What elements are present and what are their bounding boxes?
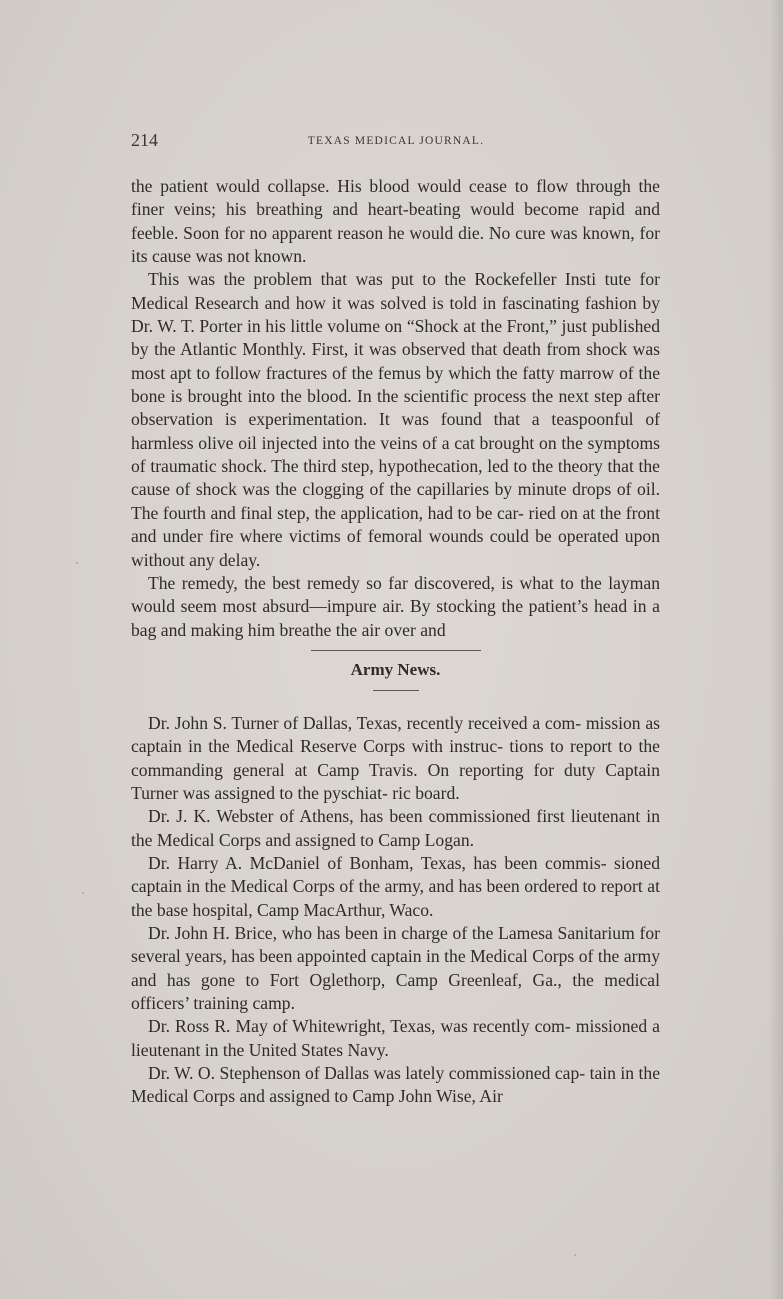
body-text bbox=[131, 175, 660, 1109]
paragraph: The remedy, the best remedy so far discovered, is what to the layman would seem most absurd—impure air. By stocking the patient’s head in a bag and making him breathe the air over and bbox=[131, 572, 660, 640]
paragraph: This was the problem that was put to the Rockefeller Insti tute for Medical Research and how it was solved is told in fascinating fashion by Dr. W. T. Porter in his little volume on “Shock at the Front,” just published by the Atlantic Monthly. First, it was observed that death from shock was most apt to follow fractures of the femus by which the fatty marrow of the bone is brought into the blood. In the scientific process the next step after observation is experimentation. It was found that a teaspoonful of harmless olive oil injected into the veins of a cat brought on the symptoms of traumatic shock. The third step, hypothecation, led to the theory that the cause of shock was the clogging of the capillaries by minute drops of oil. The fourth and final step, the application, had to be car- ried on at the front and under fire where victims of femoral wounds could be operated upon without any delay. bbox=[131, 269, 660, 570]
news-item: Dr. John S. Turner of Dallas, Texas, recently received a com- mission as captain in the Medical Reserve Corps with instruc- tions to report to the commanding general at Camp Travis. On reporting for duty Captain Turner was assigned to the pyschiat- ric board. bbox=[131, 712, 660, 803]
news-item: Dr. W. O. Stephenson of Dallas was lately commissioned cap- tain in the Medical Corps and assigned to Camp John Wise, Air bbox=[131, 1063, 660, 1107]
section-rule-top bbox=[311, 650, 481, 651]
paper-speck bbox=[82, 892, 84, 894]
section-rule-bottom bbox=[373, 690, 419, 691]
army-news-list bbox=[131, 712, 660, 1109]
page-header bbox=[131, 130, 661, 156]
page-edge-shadow bbox=[769, 0, 783, 1299]
news-item: Dr. John H. Brice, who has been in charge of the Lamesa Sanitarium for several years, has been appointed captain in the Medical Corps of the army and has gone to Fort Oglethorp, Camp Greenleaf, Ga., the medical officers’ training camp. bbox=[131, 922, 660, 1013]
news-item: Dr. Harry A. McDaniel of Bonham, Texas, has been commis- sioned captain in the Medical Corps of the army, and has been ordered to report at the base hospital, Camp MacArthur, Waco. bbox=[131, 852, 660, 920]
paper-speck bbox=[76, 562, 78, 564]
news-item: Dr. Ross R. May of Whitewright, Texas, was recently com- missioned a lieutenant in the United States Navy. bbox=[131, 1016, 660, 1060]
paper-speck bbox=[574, 1254, 576, 1256]
page-number: 214 bbox=[131, 130, 158, 150]
news-item: Dr. J. K. Webster of Athens, has been commissioned first lieutenant in the Medical Corps and assigned to Camp Logan. bbox=[131, 806, 660, 850]
paragraph-continued: the patient would collapse. His blood would cease to flow through the finer veins; his breathing and heart-beating would become rapid and feeble. Soon for no apparent reason he would die. No cure was known, for its cause was not known. bbox=[131, 176, 660, 267]
running-head: TEXAS MEDICAL JOURNAL. bbox=[307, 135, 485, 147]
section-title: Army News. bbox=[350, 659, 441, 679]
